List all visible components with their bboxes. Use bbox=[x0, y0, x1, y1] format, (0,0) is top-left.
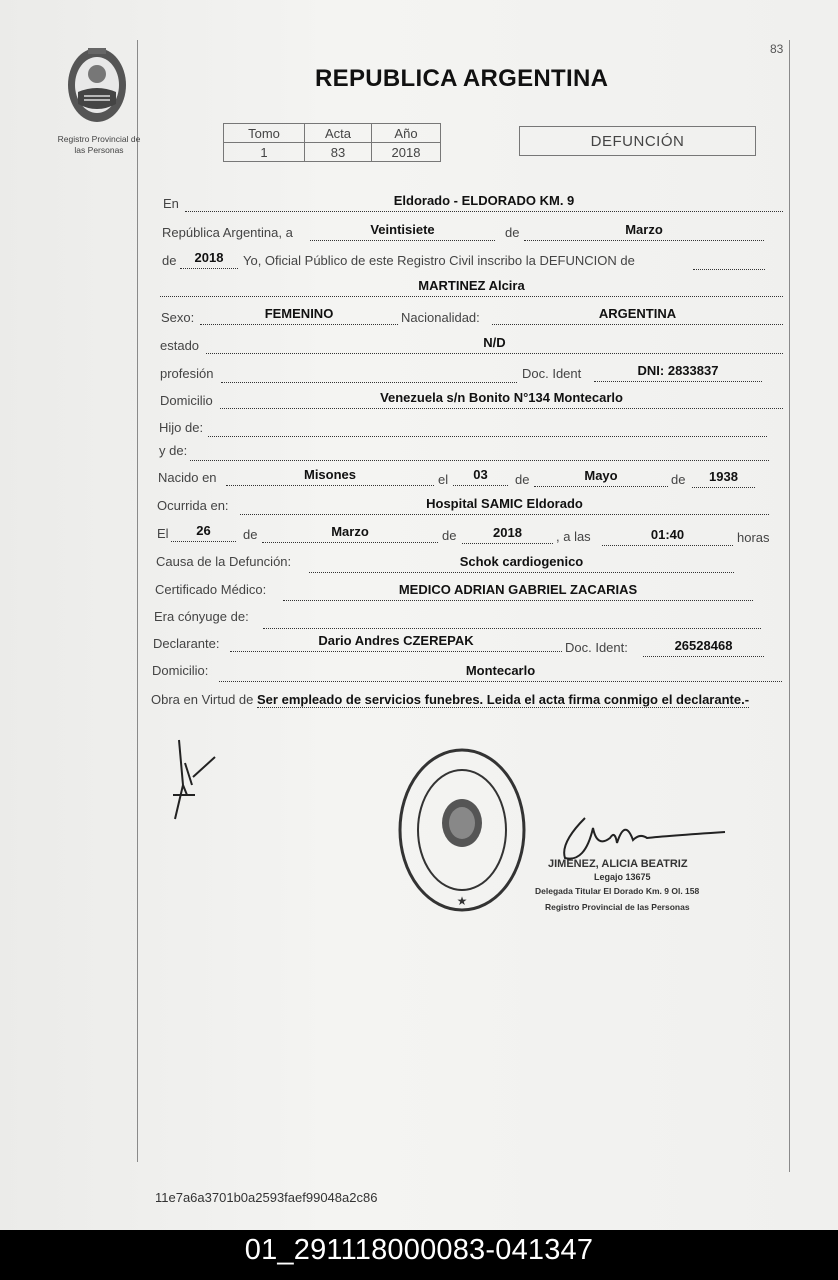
nombre-value: MARTINEZ Alcira bbox=[160, 279, 783, 297]
def-anio-value: 2018 bbox=[462, 526, 553, 544]
yde-value bbox=[190, 443, 769, 461]
doc-label: Doc. Ident bbox=[522, 366, 582, 381]
domicilio2-value: Montecarlo bbox=[219, 664, 782, 682]
nac-mes-value: Mayo bbox=[534, 469, 668, 487]
nacido-label: Nacido en bbox=[158, 470, 217, 485]
dia-texto-value: Veintisiete bbox=[310, 223, 495, 241]
page-number: 83 bbox=[770, 42, 784, 56]
lugar-value: Eldorado - ELDORADO KM. 9 bbox=[185, 194, 783, 212]
ocurrida-label: Ocurrida en: bbox=[157, 498, 229, 513]
nacionalidad-label: Nacionalidad: bbox=[401, 310, 480, 325]
provincial-emblem-icon bbox=[64, 44, 130, 126]
def-de-label: de bbox=[243, 527, 258, 542]
doc-value: DNI: 2833837 bbox=[594, 364, 762, 382]
de-label: de bbox=[505, 225, 520, 240]
yde-label: y de: bbox=[159, 443, 188, 458]
official-registry: Registro Provincial de las Personas bbox=[545, 902, 690, 912]
nacionalidad-value: ARGENTINA bbox=[492, 307, 783, 325]
footer-id-bar: 01_291118000083-041347 bbox=[0, 1230, 838, 1280]
official-role: Delegada Titular El Dorado Km. 9 Ol. 158 bbox=[535, 886, 700, 896]
republica-label: República Argentina, a bbox=[162, 225, 293, 240]
left-margin-line bbox=[137, 40, 138, 1162]
anio-value: 2018 bbox=[180, 251, 238, 269]
domicilio-label: Domicilio bbox=[160, 393, 213, 408]
oficial-text: Yo, Oficial Público de este Registro Civil inscribo la DEFUNCION de bbox=[243, 253, 635, 268]
hijo-value bbox=[208, 419, 767, 437]
tomo-header: Tomo bbox=[224, 124, 305, 143]
acta-header: Acta bbox=[305, 124, 372, 143]
emblem-caption-line2: las Personas bbox=[74, 145, 124, 155]
declarante-label: Declarante: bbox=[153, 636, 220, 651]
anio-header: Año bbox=[372, 124, 441, 143]
sexo-label: Sexo: bbox=[161, 310, 195, 325]
domicilio-value: Venezuela s/n Bonito N°134 Montecarlo bbox=[220, 391, 783, 409]
estado-value: N/D bbox=[206, 336, 783, 354]
el2-label: El bbox=[157, 526, 169, 541]
acta-value: 83 bbox=[305, 143, 372, 162]
emblem-caption bbox=[46, 134, 152, 156]
nac-anio-value: 1938 bbox=[692, 470, 755, 488]
sexo-value: FEMENINO bbox=[200, 307, 398, 325]
certificado-value: MEDICO ADRIAN GABRIEL ZACARIAS bbox=[283, 583, 753, 601]
domicilio2-label: Domicilio: bbox=[152, 663, 209, 678]
nac-de-label: de bbox=[515, 472, 530, 487]
def-mes-value: Marzo bbox=[262, 525, 438, 543]
conyuge-value bbox=[263, 611, 761, 629]
nac-de2-label: de bbox=[671, 472, 686, 487]
doc2-label: Doc. Ident: bbox=[565, 640, 628, 655]
declarante-value: Dario Andres CZEREPAK bbox=[230, 634, 562, 652]
de-anio-label: de bbox=[162, 253, 177, 268]
document-type-box: DEFUNCIÓN bbox=[519, 126, 756, 156]
profesion-value bbox=[221, 365, 517, 383]
causa-label: Causa de la Defunción: bbox=[156, 554, 292, 569]
registro-table bbox=[223, 123, 441, 162]
mes-value: Marzo bbox=[524, 223, 764, 241]
right-margin-line bbox=[789, 40, 790, 1172]
horas-label: horas bbox=[737, 530, 770, 545]
ocurrida-value: Hospital SAMIC Eldorado bbox=[240, 497, 769, 515]
official-legajo: Legajo 13675 bbox=[594, 872, 651, 882]
certificado-label: Certificado Médico: bbox=[155, 582, 267, 597]
def-de2-label: de bbox=[442, 528, 457, 543]
el-label: el bbox=[438, 472, 449, 487]
hijo-label: Hijo de: bbox=[159, 420, 204, 435]
profesion-label: profesión bbox=[160, 366, 214, 381]
hora-value: 01:40 bbox=[602, 528, 733, 546]
obra-value: Ser empleado de servicios funebres. Leida el acta firma conmigo el declarante.- bbox=[257, 692, 750, 707]
official-name: JIMENEZ, ALICIA BEATRIZ bbox=[548, 858, 688, 870]
causa-value: Schok cardiogenico bbox=[309, 555, 734, 573]
oficial-dots bbox=[693, 252, 765, 270]
tomo-value: 1 bbox=[224, 143, 305, 162]
emblem-caption-line1: Registro Provincial de bbox=[57, 134, 141, 144]
svg-text:★: ★ bbox=[456, 894, 468, 908]
nacido-lugar-value: Misones bbox=[226, 468, 434, 486]
document-hash: 11e7a6a3701b0a2593faef99048a2c86 bbox=[155, 1190, 378, 1205]
obra-paragraph bbox=[151, 690, 779, 709]
def-dia-value: 26 bbox=[171, 524, 236, 542]
page-title: REPUBLICA ARGENTINA bbox=[315, 65, 609, 92]
alas-label: , a las bbox=[556, 529, 591, 544]
obra-label: Obra en Virtud de bbox=[151, 692, 254, 707]
conyuge-label: Era cónyuge de: bbox=[154, 609, 249, 624]
official-seal-stamp bbox=[395, 745, 530, 915]
declarant-signature bbox=[165, 735, 225, 825]
doc2-value: 26528468 bbox=[643, 639, 764, 657]
nac-dia-value: 03 bbox=[453, 468, 508, 486]
anio-value: 2018 bbox=[372, 143, 441, 162]
en-label: En bbox=[163, 196, 179, 211]
estado-label: estado bbox=[160, 338, 200, 353]
